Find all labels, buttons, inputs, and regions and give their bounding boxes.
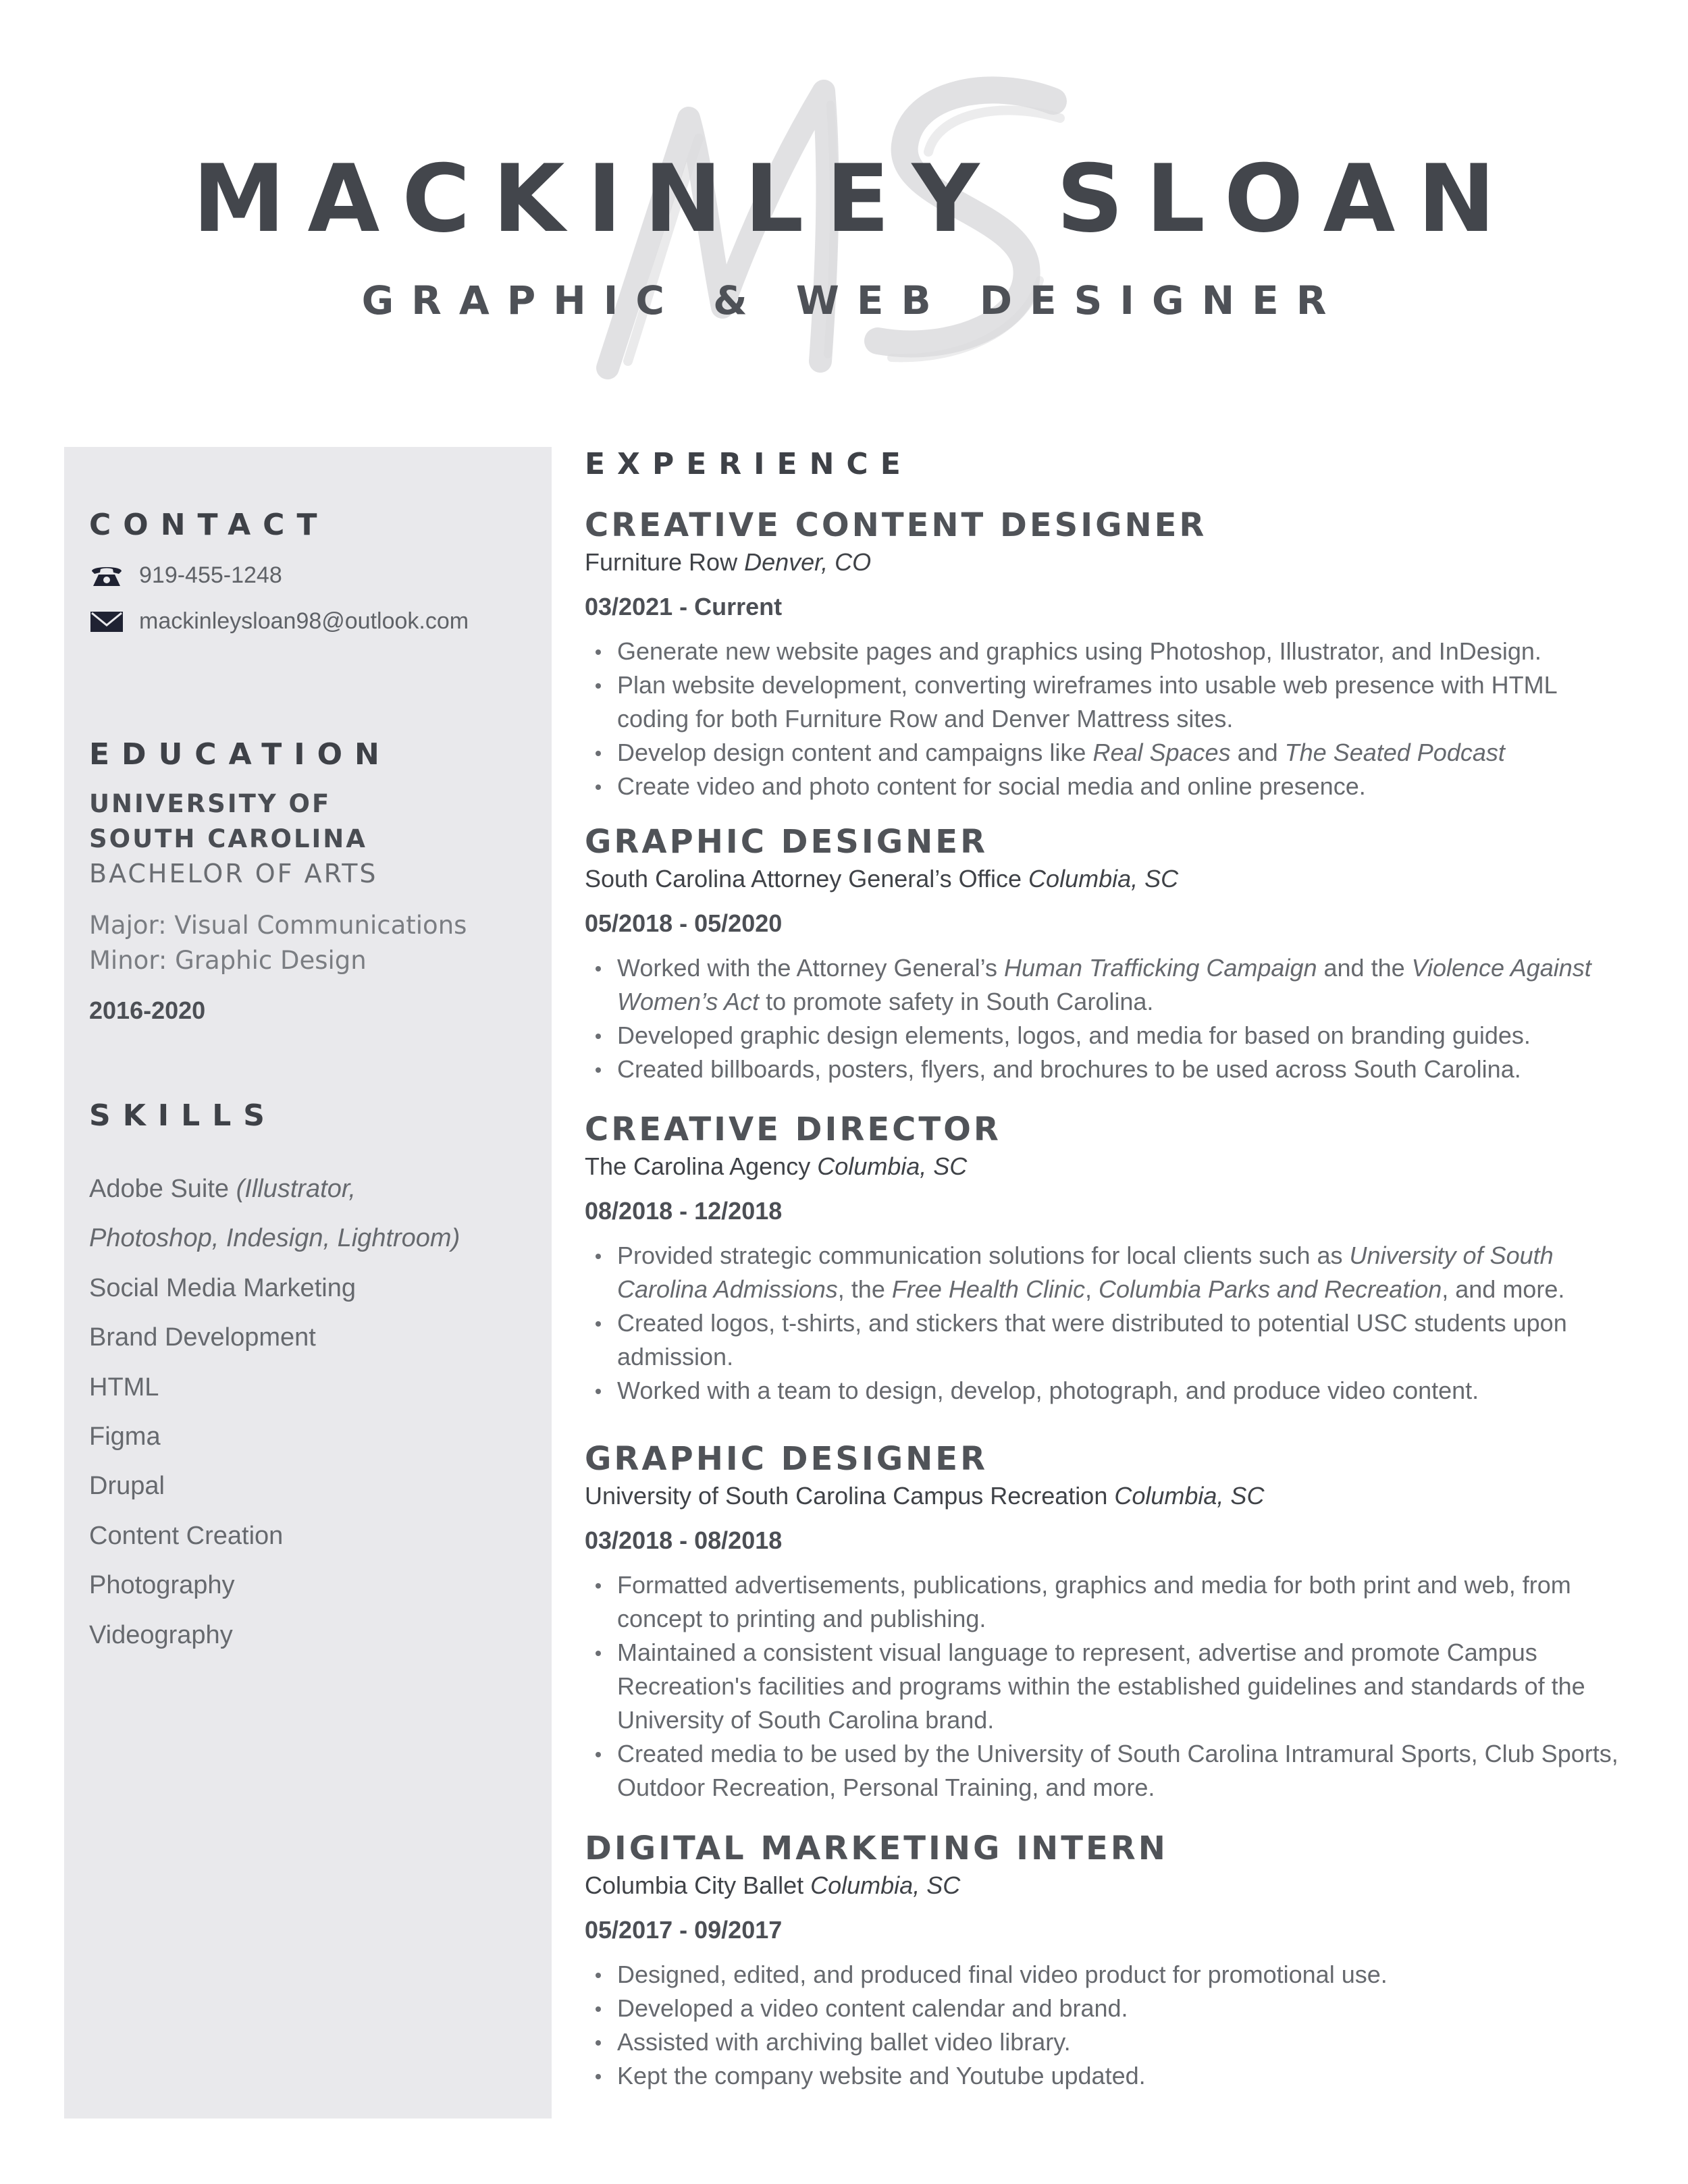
education-school [89,787,521,857]
job-bullet [617,1374,1625,1408]
job-dates: 08/2018 - 12/2018 [585,1197,783,1225]
job-bullet [617,1992,1625,2025]
bullet-text: Worked with a team to design, develop, photograph, and produce video content. [617,1377,1479,1404]
skill-item [89,1313,535,1362]
skill-item [89,1165,535,1214]
contact-phone[interactable]: 919-455-1248 [139,562,282,588]
job-location: Columbia, SC [817,1152,968,1180]
job-bullet [617,2025,1625,2059]
job-org: University of South Carolina Campus Recreation [585,1482,1115,1510]
bullet-text: , [1084,1275,1099,1303]
bullet-text: Create video and photo content for social media and online presence. [617,772,1366,800]
skills-list [89,1165,535,1660]
skill-text: Drupal [89,1472,165,1501]
skill-text: Adobe Suite [89,1175,236,1203]
education-degree: BACHELOR OF ARTS [89,859,378,888]
bullet-text: Formatted advertisements, publications, graphics and media for both print and web, from concept to printing and publishing. [617,1571,1571,1632]
bullet-text: Assisted with archiving ballet video library. [617,2028,1071,2056]
bullet-text: Plan website development, converting wireframes into usable web presence with HTML coding for both Furniture Row and Denver Mattress sites. [617,671,1557,733]
contact-heading: CONTACT [89,508,329,542]
job-org-line [585,1869,1625,1902]
job-dates: 05/2018 - 05/2020 [585,909,783,937]
skill-text: Content Creation [89,1521,284,1550]
bullet-text: Free Health Clinic [891,1275,1085,1303]
skill-item [89,1264,535,1313]
resume-name: MACKINLEY SLOAN [192,144,1518,253]
skill-item [89,1512,535,1561]
job-title: GRAPHIC DESIGNER [585,823,988,861]
skill-text: HTML [89,1373,159,1402]
bullet-text: Kept the company website and Youtube updated. [617,2062,1146,2089]
job-title: GRAPHIC DESIGNER [585,1440,988,1478]
bullet-text: The Seated Podcast [1284,739,1505,766]
job-location: Columbia, SC [810,1871,961,1899]
bullet-text: Violence Against Women’s Act [617,954,1591,1015]
experience-heading: EXPERIENCE [585,447,913,481]
job-bullet [617,1306,1625,1374]
skill-item [89,1462,535,1511]
skill-detail: (Illustrator, [236,1175,356,1203]
job-bullet [617,1019,1625,1053]
contact-email[interactable]: mackinleysloan98@outlook.com [139,608,469,634]
skill-item [89,1363,535,1412]
job-org-line [585,1479,1625,1513]
bullet-text: and the [1317,954,1412,982]
education-school-line1: UNIVERSITY OF [89,789,332,818]
bullet-text: Developed graphic design elements, logos, and media for based on branding guides. [617,1021,1531,1049]
bullet-text: to promote safety in South Carolina. [759,988,1154,1015]
skill-item [89,1214,535,1263]
bullet-text: Generate new website pages and graphics using Photoshop, Illustrator, and InDesign. [617,637,1541,665]
job-dates: 03/2021 - Current [585,593,783,620]
skill-text: Photography [89,1571,235,1600]
bullet-text: Columbia Parks and Recreation [1098,1275,1442,1303]
job-org-line [585,862,1625,896]
job-bullets [585,1568,1625,1805]
bullet-text: , and more. [1442,1275,1565,1303]
skills-heading: SKILLS [89,1098,277,1133]
skill-item [89,1412,535,1462]
job-title: CREATIVE DIRECTOR [585,1111,1001,1148]
bullet-text: Human Trafficking Campaign [1003,954,1317,982]
job-entry [585,1109,1625,1408]
job-title: DIGITAL MARKETING INTERN [585,1830,1168,1867]
job-org: Furniture Row [585,548,745,576]
bullet-text: Provided strategic communication solutions for local clients such as [617,1242,1350,1269]
job-bullets [585,1239,1625,1408]
education-major: Major: Visual Communications [89,911,467,940]
job-bullet [617,668,1625,736]
job-dates: 03/2018 - 08/2018 [585,1526,783,1554]
job-location: Columbia, SC [1114,1482,1265,1510]
job-bullets [585,951,1625,1086]
resume-job-title: GRAPHIC & WEB DESIGNER [361,277,1344,323]
bullet-text: and [1230,739,1285,766]
job-bullet [617,1958,1625,1992]
bullet-text: Develop design content and campaigns like [617,739,1093,766]
bullet-text: Real Spaces [1092,739,1231,766]
job-entry [585,822,1625,1086]
bullet-text: Created billboards, posters, flyers, and brochures to be used across South Carolina. [617,1055,1521,1083]
job-title: CREATIVE CONTENT DESIGNER [585,506,1207,544]
job-org: Columbia City Ballet [585,1871,811,1899]
job-bullets [585,635,1625,803]
job-entry [585,505,1625,803]
bullet-text: University of South Carolina Admissions [617,1242,1554,1303]
job-bullet [617,770,1625,803]
job-bullet [617,1737,1625,1805]
bullet-text: Worked with the Attorney General’s [617,954,1004,982]
job-dates: 05/2017 - 09/2017 [585,1916,783,1944]
skill-text: Videography [89,1620,233,1649]
bullet-text: Created logos, t-shirts, and stickers that were distributed to potential USC students upon admission. [617,1309,1567,1370]
skill-text: Brand Development [89,1323,316,1352]
job-bullet [617,635,1625,668]
job-org-line [585,1150,1625,1183]
education-minor: Minor: Graphic Design [89,946,367,975]
bullet-text: Maintained a consistent visual language to represent, advertise and promote Campus Recreation's facilities and programs within the established guidelines and standards of the University of South Carolina brand. [617,1639,1585,1734]
job-bullets [585,1958,1625,2093]
education-school-line2: SOUTH CAROLINA [89,824,367,853]
bullet-text: , the [837,1275,892,1303]
job-bullet [617,1053,1625,1086]
skill-item [89,1611,535,1660]
job-org: The Carolina Agency [585,1152,818,1180]
job-bullet [617,1239,1625,1306]
phone-icon [89,562,124,589]
job-bullet [617,736,1625,770]
skill-text: Social Media Marketing [89,1273,356,1302]
job-bullet [617,951,1625,1019]
contact-phone-row [89,558,282,592]
bullet-text: Created media to be used by the University of South Carolina Intramural Sports, Club Sports, Outdoor Recreation, Personal Training, and more. [617,1740,1618,1801]
job-entry [585,1828,1625,2093]
bullet-text: Designed, edited, and produced final video product for promotional use. [617,1961,1388,1988]
skill-detail: Photoshop, Indesign, Lightroom) [89,1224,460,1253]
education-heading: EDUCATION [89,737,392,772]
job-bullet [617,1568,1625,1636]
job-entry [585,1439,1625,1805]
job-location: Columbia, SC [1028,865,1179,893]
education-years: 2016-2020 [89,996,206,1024]
skill-text: Figma [89,1422,161,1451]
skill-item [89,1561,535,1610]
bullet-text: Developed a video content calendar and brand. [617,1994,1128,2022]
job-bullet [617,2059,1625,2093]
job-location: Denver, CO [744,548,872,576]
job-org: South Carolina Attorney General’s Office [585,865,1029,893]
job-org-line [585,545,1625,579]
job-bullet [617,1636,1625,1737]
envelope-icon [89,608,124,635]
contact-email-row [89,604,469,638]
